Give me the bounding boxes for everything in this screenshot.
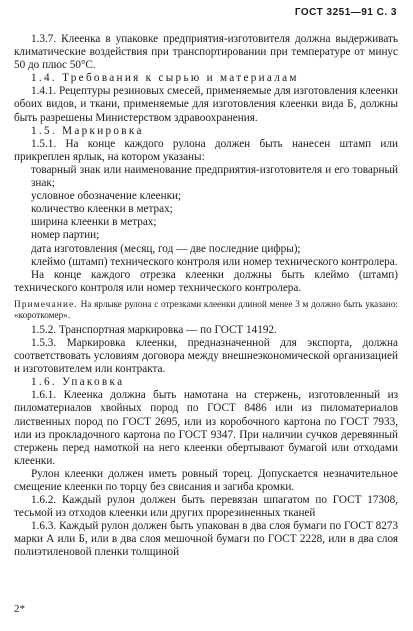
paragraph: условное обозначение клеенки; [31,190,182,203]
note-label: Примечание. [14,298,78,309]
note-text: На ярлыке рулона с отрезками клеенки длиной менее 3 м должно быть указано: «короткомер». [14,298,398,320]
paragraph: 1.3.7. Клеенка в упаковке предприятия-изготовителя должна выдерживать климатические воздействия при транспортировании при температуре от минус 50 до плюс 50°С. [14,33,398,72]
page-footer-mark: 2* [14,603,25,615]
paragraph: 1.5.2. Транспортная маркировка — по ГОСТ 14192. [31,323,277,336]
paragraph: 1.5. Маркировка [31,124,144,137]
paragraph: 1.6.3. Каждый рулон должен быть упакован в два слоя бумаги по ГОСТ 8273 марки А или Б, или в два слоя мешочной бумаги по ГОСТ 2228, или в два слоя полиэтиленовой пленки толщиной [14,520,398,559]
paragraph: 1.6.1. Клеенка должна быть намотана на стержень, изготовленный из пиломатериалов хвойных пород по ГОСТ 8486 или из пиломатериалов лиственных пород по ГОСТ 2695, или из коробочного картона по ГОСТ 7933, или из прокладочного картона по ГОСТ 9347. При наличии сучков деревянный стержень перед намоткой на него клеенки обертывают бумагой или отходами клеенки. [14,389,398,467]
paragraph: 1.5.3. Маркировка клеенки, предназначенной для экспорта, должна соответствовать условиям договора между внешнеэкономической организацией и изготовителем или контракта. [14,336,398,376]
page-header: ГОСТ 3251—91 С. 3 [294,7,397,18]
paragraph: 1.5.1. На конце каждого рулона должен быть нанесен штамп или прикреплен ярлык, на котором указаны: [14,137,398,163]
paragraph: 1.4. Требования к сырью и материалам [31,72,299,85]
paragraph: клеймо (штамп) технического контроля или номер технического контролера. [31,255,398,268]
paragraph: товарный знак или наименование предприятия-изготовителя и его товарный знак; [31,163,398,190]
section-block-2 [14,324,398,560]
paragraph: 1.6.2. Каждый рулон должен быть перевязан шпагатом по ГОСТ 17308, тесьмой из отходов клеенки или других прорезиненных тканей [14,494,398,520]
paragraph: 1.4.1. Рецептуры резиновых смесей, применяемые для изготовления клеенки обоих видов, и ткани, применяемые для изготовления клеенки вида Б, должны быть разрешены Министерством здравоохранения. [14,85,398,124]
paragraph: номер партии; [31,229,100,242]
paragraph: На конце каждого отрезка клеенки должны быть клеймо (штамп) технического контроля или номер технического контролера. [14,268,398,294]
paragraph: дата изготовления (месяц, год — две последние цифры); [31,242,301,255]
document-body [14,33,398,560]
paragraph: ширина клеенки в метрах; [31,216,157,229]
paragraph: Рулон клеенки должен иметь ровный торец. Допускается незначительное смещение клеенки по торцу без свисания и загиба кромки. [14,467,398,493]
paragraph: 1.6. Упаковка [31,376,125,389]
section-block-1 [14,33,398,295]
note-paragraph [14,299,398,321]
paragraph: количество клеенки в метрах; [31,203,173,216]
